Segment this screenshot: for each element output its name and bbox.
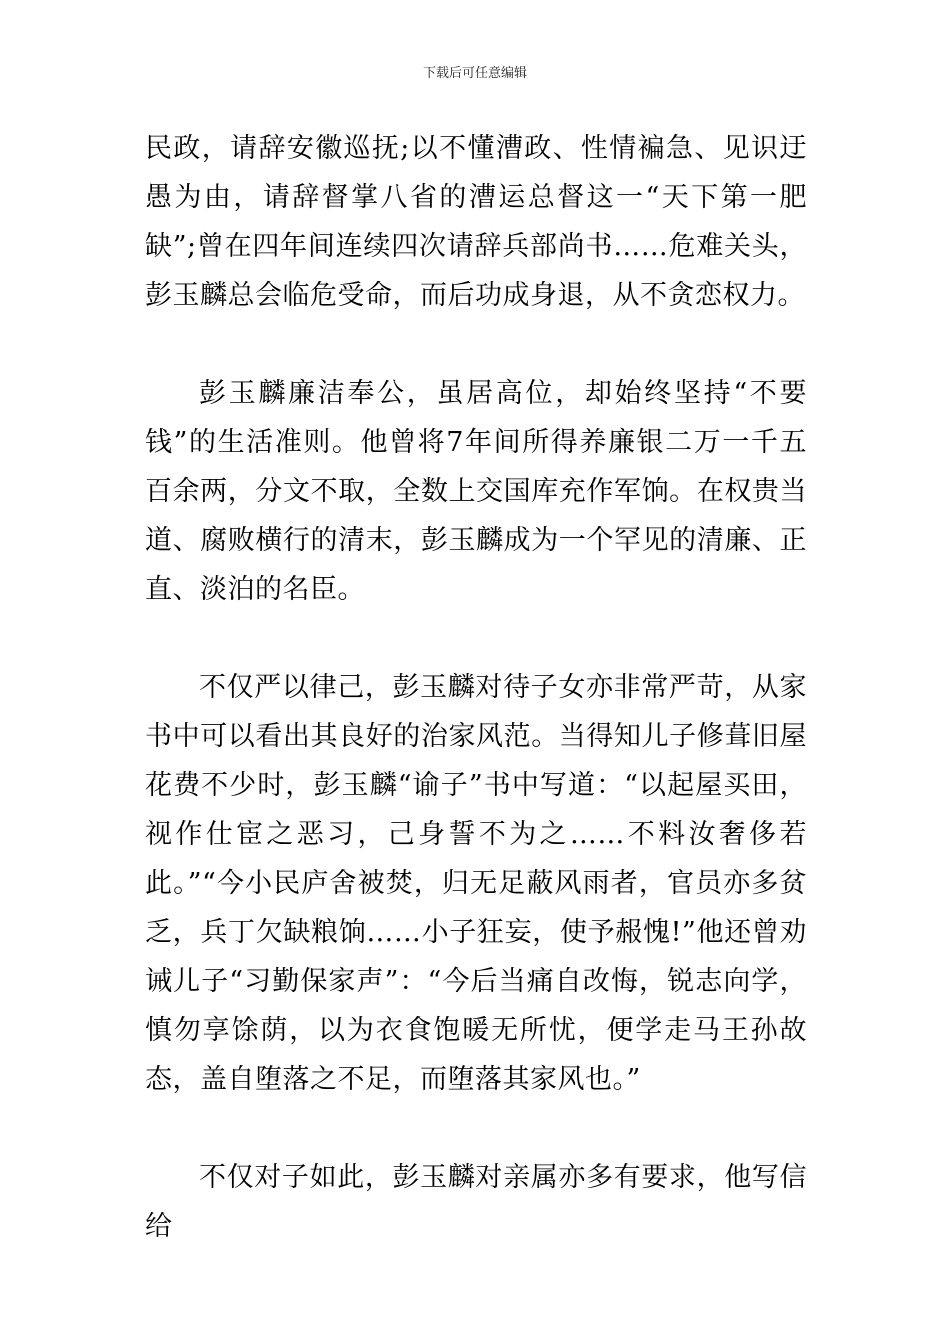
paragraph-gap bbox=[145, 1104, 807, 1153]
paragraph-1: 民政，请辞安徽巡抚;以不懂漕政、性情褊急、见识迂愚为由，请辞督掌八省的漕运总督这一“天下第一肥缺”;曾在四年间连续四次请辞兵部尚书……危难关头，彭玉麟总会临危受命，而后功成身退，从不贪恋权力。 bbox=[145, 133, 807, 311]
paragraph-2: 彭玉麟廉洁奉公，虽居高位，却始终坚持“不要钱”的生活准则。他曾将7年间所得养廉银二万一千五百余两，分文不取，全数上交国库充作军饷。在权贵当道、腐败横行的清末，彭玉麟成为一个罕见的清廉、正直、淡泊的名臣。 bbox=[145, 378, 807, 605]
paragraph-gap bbox=[145, 614, 807, 663]
document-body bbox=[145, 124, 807, 1251]
paragraph-4: 不仅对子如此，彭玉麟对亲属亦多有要求，他写信给 bbox=[145, 1162, 807, 1242]
paragraph-gap bbox=[145, 320, 807, 369]
paragraph-3: 不仅严以律己，彭玉麟对待子女亦非常严苛，从家书中可以看出其良好的治家风范。当得知儿子修葺旧屋花费不少时，彭玉麟“谕子”书中写道：“以起屋买田，视作仕宦之恶习，己身誓不为之……不料汝奢侈若此。”“今小民庐舍被焚，归无足蔽风雨者，官员亦多贫乏，兵丁欠缺粮饷……小子狂妄，使予赧愧!”他还曾劝诫儿子“习勤保家声”：“今后当痛自改悔，锐志向学，慎勿享馀荫，以为衣食饱暖无所忧，便学走马王孙故态，盖自堕落之不足，而堕落其家风也。” bbox=[145, 672, 807, 1095]
page-header: 下载后可任意编辑 bbox=[422, 66, 527, 81]
